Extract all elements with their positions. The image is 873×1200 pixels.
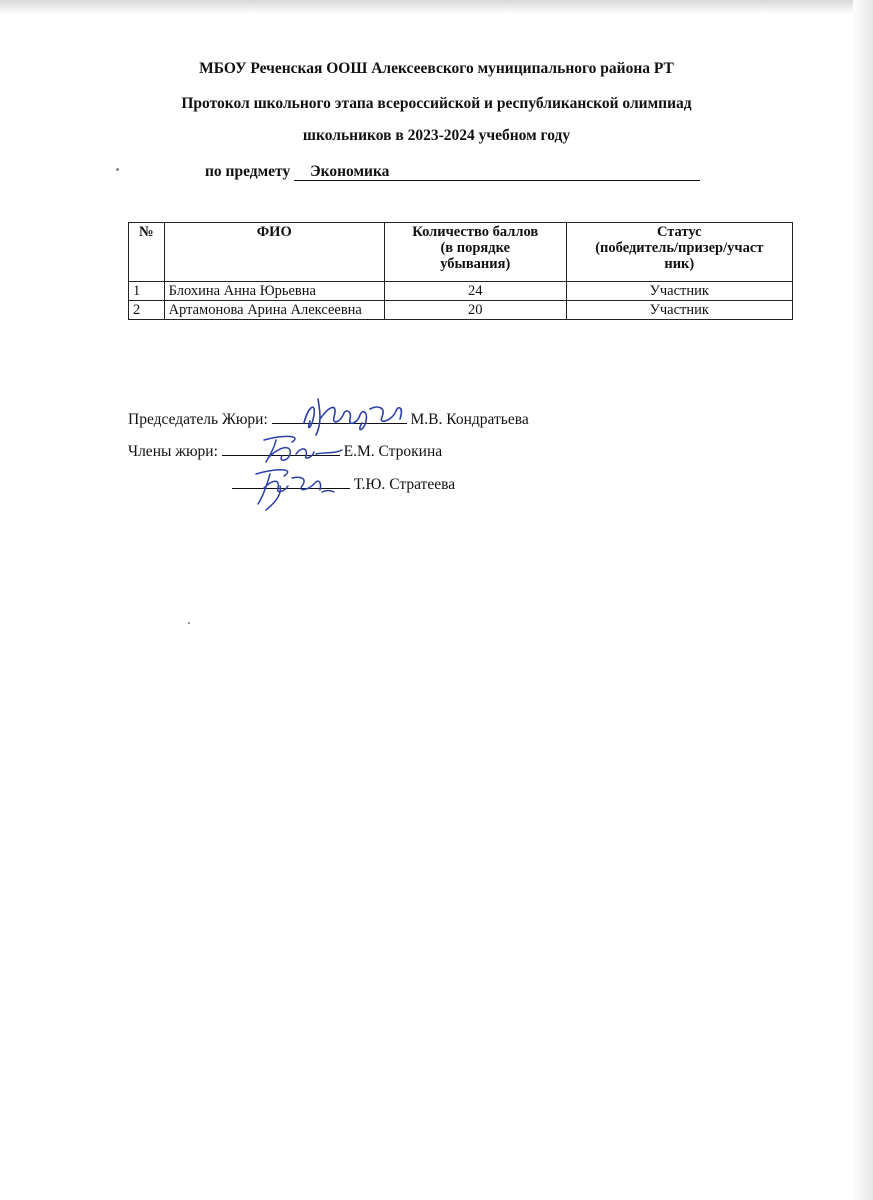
header-num: № — [129, 223, 165, 282]
header-status-line2: (победитель/призер/участ — [595, 240, 764, 256]
member1-name: Е.М. Строкина — [343, 443, 443, 460]
header-status-line1: Статус — [656, 224, 702, 240]
chair-label: Председатель Жюри: — [128, 411, 268, 428]
members-label: Члены жюри: — [128, 443, 218, 460]
protocol-year: школьников в 2023-2024 учебном году — [302, 127, 571, 144]
header-fio: ФИО — [164, 223, 384, 282]
header-status-line3: ник) — [664, 256, 695, 272]
header-status — [566, 223, 792, 282]
member2-handwritten-signature — [236, 464, 346, 514]
table-header-row — [129, 223, 793, 282]
header-score — [384, 223, 566, 282]
chair-name: М.В. Кондратьева — [410, 411, 529, 428]
row-num: 1 — [129, 282, 165, 301]
subject-label: по предмету — [205, 163, 291, 180]
school-name: МБОУ Реченская ООШ Алексеевского муниципального района РТ — [199, 60, 674, 77]
protocol-title: Протокол школьного этапа всероссийской и республиканской олимпиад — [181, 95, 692, 112]
row-fio: Блохина Анна Юрьевна — [164, 282, 384, 301]
header-score-line1: Количество баллов — [412, 224, 539, 240]
row-fio: Артамонова Арина Алексеевна — [164, 301, 384, 320]
row-status: Участник — [566, 282, 792, 301]
subject-line — [205, 163, 700, 181]
row-status: Участник — [566, 301, 792, 320]
member2-name: Т.Ю. Стратеева — [353, 476, 456, 493]
row-num: 2 — [129, 301, 165, 320]
results-table — [128, 222, 793, 320]
scan-speck — [188, 622, 190, 624]
scan-speck — [116, 168, 119, 171]
scan-edge-right — [853, 0, 873, 1200]
row-score: 24 — [384, 282, 566, 301]
member1-handwritten-signature — [256, 432, 346, 466]
header-score-line2: (в порядке — [440, 240, 511, 256]
row-score: 20 — [384, 301, 566, 320]
subject-value: Экономика — [294, 163, 700, 181]
header-score-line3: убывания) — [440, 256, 511, 272]
table-row — [129, 282, 793, 301]
scan-edge-top — [0, 0, 873, 14]
table-row — [129, 301, 793, 320]
